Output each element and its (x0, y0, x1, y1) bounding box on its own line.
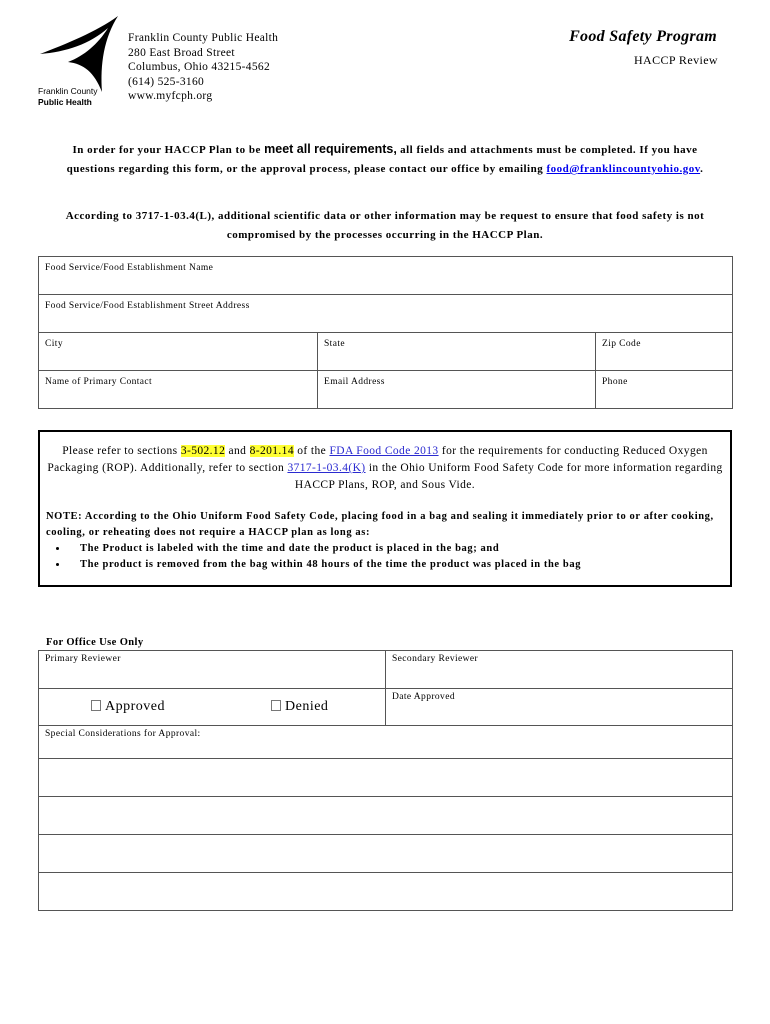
field-label: Special Considerations for Approval: (45, 729, 201, 739)
note-bullet-list (46, 541, 726, 573)
establishment-name-field[interactable] (39, 257, 733, 295)
street-address-field[interactable] (39, 295, 733, 333)
address-line: www.myfcph.org (128, 90, 213, 102)
email-link[interactable]: food@franklincountyohio.gov (546, 163, 701, 175)
office-use-table (38, 650, 733, 911)
field-label: State (324, 339, 345, 349)
address-line: Columbus, Ohio 43215-4562 (128, 61, 270, 73)
field-label: Phone (602, 377, 628, 387)
note-block (46, 509, 726, 573)
agency-address (128, 31, 278, 104)
primary-contact-field[interactable] (39, 371, 318, 409)
special-considerations-line[interactable] (39, 835, 733, 873)
fcph-logo-icon (38, 14, 120, 94)
approved-checkbox[interactable] (91, 699, 165, 715)
field-label: Email Address (324, 377, 385, 387)
fda-food-code-link[interactable]: FDA Food Code 2013 (329, 445, 439, 457)
ohio-code-link[interactable]: 3717-1-03.4(K) (287, 462, 366, 474)
denied-label: Denied (285, 699, 329, 714)
state-field[interactable] (318, 333, 596, 371)
denied-checkbox[interactable] (271, 699, 328, 715)
primary-reviewer-field[interactable] (39, 651, 386, 689)
program-title: Food Safety Program (569, 28, 717, 45)
zip-field[interactable] (596, 333, 733, 371)
phone-field[interactable] (596, 371, 733, 409)
field-label: Primary Reviewer (45, 654, 121, 664)
field-label: Zip Code (602, 339, 641, 349)
special-considerations-line[interactable] (39, 759, 733, 797)
intro-paragraph (48, 140, 722, 179)
approved-label: Approved (105, 699, 165, 714)
city-field[interactable] (39, 333, 318, 371)
notice-text: Please refer to sections (62, 445, 181, 457)
logo-line-2: Public Health (38, 97, 92, 107)
rop-notice-box (38, 430, 732, 587)
note-text: NOTE: According to the Ohio Uniform Food Safety Code, placing food in a bag and sealing it immediately prior to or after cooking, cooling, or reheating does not require a HACCP plan as long as: (46, 511, 714, 538)
intro-text: . (700, 163, 704, 175)
notice-text: for the requirements for conducting Reduced Oxygen Packaging (ROP). Additionally, refer to section (47, 445, 708, 474)
section-highlight: 8-201.14 (249, 445, 294, 457)
section-highlight: 3-502.12 (180, 445, 226, 457)
office-use-title: For Office Use Only (46, 637, 144, 648)
field-label: City (45, 339, 63, 349)
notice-text: in the Ohio Uniform Food Safety Code for more information regarding HACCP Plans, ROP, and Sous Vide. (294, 462, 723, 491)
email-field[interactable] (318, 371, 596, 409)
checkbox-icon (91, 700, 101, 711)
list-item: • The product is removed from the bag within 48 hours of the time the product was placed in the bag (68, 557, 726, 573)
notice-text: of the (293, 445, 330, 457)
field-label: Name of Primary Contact (45, 377, 153, 387)
field-label: Date Approved (392, 692, 455, 702)
logo-name (38, 86, 98, 108)
field-label: Secondary Reviewer (392, 654, 479, 664)
logo-line-1: Franklin County (38, 86, 98, 96)
regulation-paragraph: According to 3717-1-03.4(L), additional scientific data or other information may be request to ensure that food safety is not compromised by the processes occurring in the HACCP Plan. (65, 210, 705, 241)
establishment-info-table (38, 256, 733, 409)
approval-status-cell (39, 689, 386, 726)
field-label: Food Service/Food Establishment Name (45, 263, 214, 273)
special-considerations-line[interactable] (39, 797, 733, 835)
address-line: (614) 525-3160 (128, 75, 205, 88)
address-line: Franklin County Public Health (128, 32, 279, 44)
secondary-reviewer-field[interactable] (386, 651, 733, 689)
notice-text: and (225, 445, 250, 457)
special-considerations-field[interactable] (39, 726, 733, 759)
special-considerations-line[interactable] (39, 873, 733, 911)
list-item: • The Product is labeled with the time and date the product is placed in the bag; and (68, 541, 726, 557)
checkbox-icon (271, 700, 281, 711)
date-approved-field[interactable] (386, 689, 733, 726)
intro-text: In order for your HACCP Plan to be (72, 144, 265, 156)
intro-text: all fields and attachments must be completed. If you have questions regarding this form, or the approval process, please contact our office by emailing (66, 144, 698, 175)
field-label: Food Service/Food Establishment Street Address (45, 301, 250, 311)
intro-emphasis: meet all requirements, (264, 142, 397, 156)
rop-reference-text (46, 443, 724, 494)
address-line: 280 East Broad Street (128, 46, 235, 59)
program-subtitle: HACCP Review (633, 53, 718, 67)
